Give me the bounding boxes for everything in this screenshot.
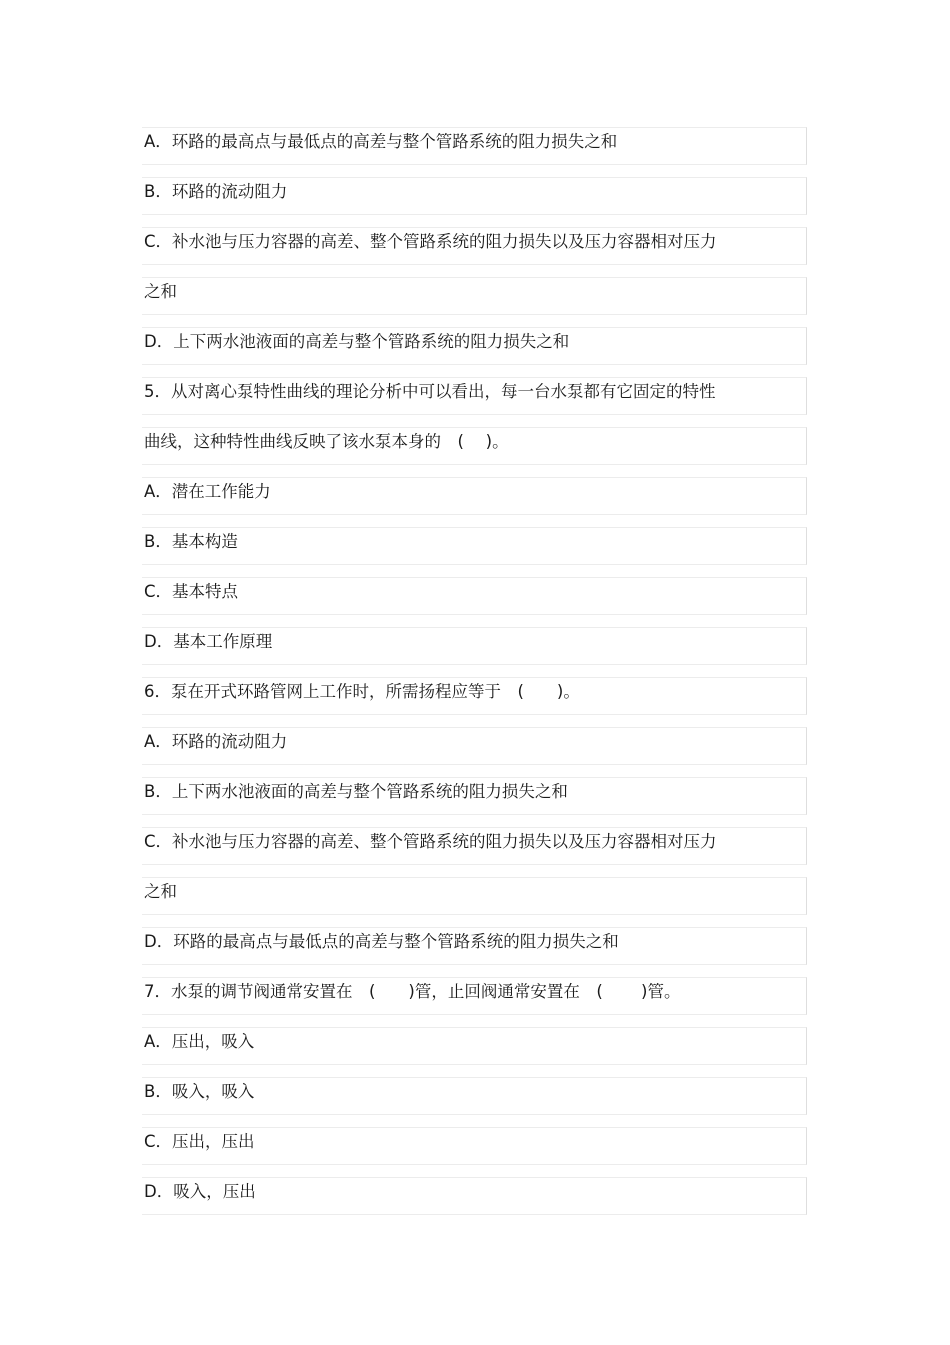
question-text-block (142, 127, 807, 1227)
line-text: A．压出，吸入 (144, 1032, 255, 1051)
option-line (142, 927, 807, 965)
line-text: C．补水池与压力容器的高差、整个管路系统的阻力损失以及压力容器相对压力 (144, 232, 717, 251)
question-line-continuation (142, 427, 807, 465)
option-line (142, 1127, 807, 1165)
line-text: 7．水泵的调节阀通常安置在 ( )管，止回阀通常安置在 ( )管。 (144, 982, 681, 1001)
question-line (142, 977, 807, 1015)
line-text: B．吸入，吸入 (144, 1082, 255, 1101)
line-text: C．基本特点 (144, 582, 239, 601)
option-line (142, 1027, 807, 1065)
line-text: D．上下两水池液面的高差与整个管路系统的阻力损失之和 (144, 332, 570, 351)
option-line (142, 227, 807, 265)
option-line (142, 327, 807, 365)
option-line (142, 827, 807, 865)
option-line-continuation (142, 877, 807, 915)
option-line (142, 627, 807, 665)
line-text: C．压出，压出 (144, 1132, 255, 1151)
line-text: C．补水池与压力容器的高差、整个管路系统的阻力损失以及压力容器相对压力 (144, 832, 717, 851)
line-text: D．环路的最高点与最低点的高差与整个管路系统的阻力损失之和 (144, 932, 619, 951)
option-line (142, 177, 807, 215)
option-line (142, 777, 807, 815)
line-text: 之和 (144, 882, 177, 901)
line-text: A．环路的最高点与最低点的高差与整个管路系统的阻力损失之和 (144, 132, 618, 151)
line-text: B．环路的流动阻力 (144, 182, 288, 201)
line-text: 6．泵在开式环路管网上工作时，所需扬程应等于 ( )。 (144, 682, 580, 701)
option-line (142, 1177, 807, 1215)
line-text: 之和 (144, 282, 177, 301)
option-line (142, 127, 807, 165)
line-text: D．吸入，压出 (144, 1182, 256, 1201)
line-text: 曲线，这种特性曲线反映了该水泵本身的 ( )。 (144, 432, 509, 451)
line-text: D．基本工作原理 (144, 632, 273, 651)
option-line (142, 577, 807, 615)
line-text: A．潜在工作能力 (144, 482, 271, 501)
option-line-continuation (142, 277, 807, 315)
line-text: B．上下两水池液面的高差与整个管路系统的阻力损失之和 (144, 782, 568, 801)
option-line (142, 477, 807, 515)
line-text: A．环路的流动阻力 (144, 732, 288, 751)
option-line (142, 727, 807, 765)
question-line (142, 677, 807, 715)
question-line (142, 377, 807, 415)
line-text: 5．从对离心泵特性曲线的理论分析中可以看出，每一台水泵都有它固定的特性 (144, 382, 716, 401)
option-line (142, 527, 807, 565)
line-text: B．基本构造 (144, 532, 238, 551)
option-line (142, 1077, 807, 1115)
